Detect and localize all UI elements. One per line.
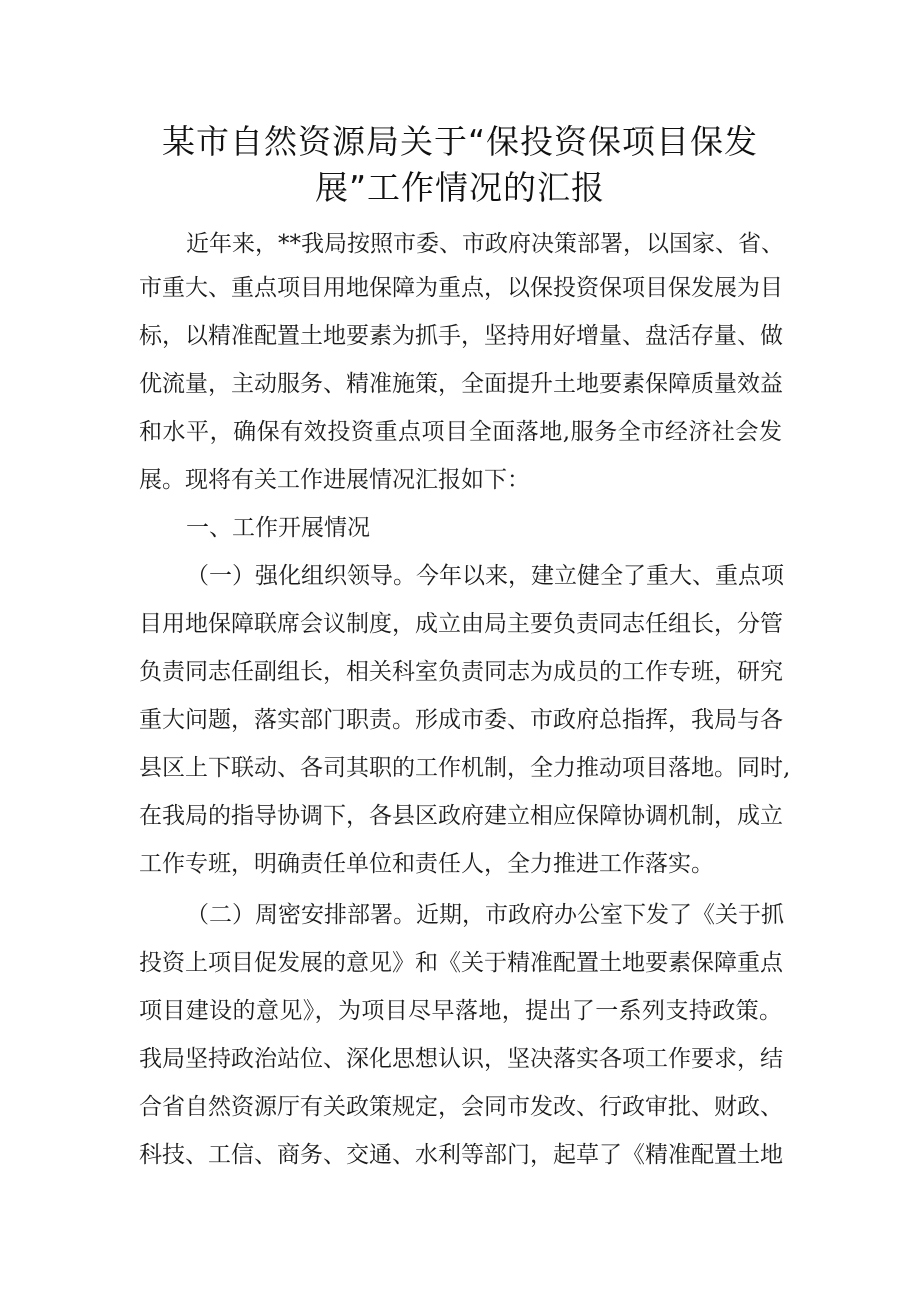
body-text-line: （二）周密安排部署。近期，市政府办公室下发了《关于抓 (186, 902, 784, 928)
body-text-line: 优流量，主动服务、精准施策，全面提升土地要素保障质量效益 (139, 371, 783, 397)
body-text-line: 和水平，确保有效投资重点项目全面落地,服务全市经济社会发 (139, 419, 782, 445)
body-text-line: 在我局的指导协调下，各县区政府建立相应保障协调机制，成立 (139, 803, 783, 829)
body-text-line: 目用地保障联席会议制度，成立由局主要负责同志任组长，分管 (139, 611, 783, 637)
body-text-line: 标，以精准配置土地要素为抓手，坚持用好增量、盘活存量、做 (139, 323, 783, 349)
section-heading: 一、工作开展情况 (186, 515, 370, 541)
body-text-line: 合省自然资源厅有关政策规定，会同市发改、行政审批、财政、 (139, 1094, 783, 1120)
body-text-line: 工作专班，明确责任单位和责任人，全力推进工作落实。 (139, 851, 714, 877)
body-text-line: 科技、工信、商务、交通、水利等部门，起草了《精准配置土地 (139, 1142, 783, 1168)
body-text-line: 展。现将有关工作进展情况汇报如下： (139, 467, 530, 493)
body-text-line: 市重大、重点项目用地保障为重点，以保投资保项目保发展为目 (139, 275, 783, 301)
body-text-line: 重大问题，落实部门职责。形成市委、市政府总指挥，我局与各 (139, 707, 783, 733)
body-text-line: 负责同志任副组长，相关科室负责同志为成员的工作专班，研究 (139, 659, 783, 685)
body-text-line: （一）强化组织领导。今年以来，建立健全了重大、重点项 (186, 563, 784, 589)
body-text-line: 项目建设的意见》，为项目尽早落地，提出了一系列支持政策。 (139, 998, 782, 1024)
body-text-line: 投资上项目促发展的意见》和《关于精准配置土地要素保障重点 (139, 950, 783, 976)
body-text-line: 我局坚持政治站位、深化思想认识，坚决落实各项工作要求，结 (139, 1046, 783, 1072)
document-title-line-2: 展”工作情况的汇报 (314, 168, 606, 207)
body-text-line: 县区上下联动、各司其职的工作机制，全力推动项目落地。同时, (139, 755, 791, 781)
document-title-line-1: 某市自然资源局关于“保投资保项目保发 (161, 122, 759, 161)
body-text-line: 近年来，**我局按照市委、市政府决策部署，以国家、省、 (186, 231, 784, 257)
